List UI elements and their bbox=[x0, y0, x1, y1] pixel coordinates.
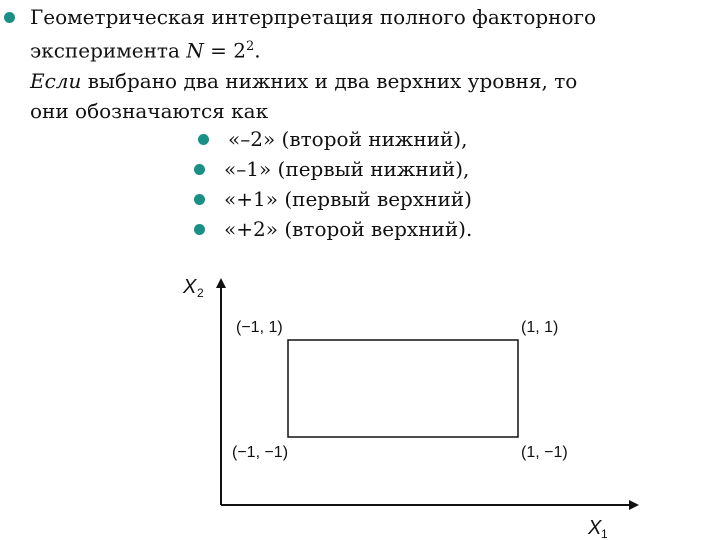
body-line-3-rest: выбрано два нижних и два верхних уровня, то bbox=[81, 68, 578, 93]
x-axis-label: X bbox=[588, 517, 602, 539]
formula-variable: N bbox=[186, 38, 204, 63]
level-label: «+1» (первый верхний) bbox=[224, 187, 472, 211]
corner-label-bottom-left: (−1, −1) bbox=[232, 444, 289, 461]
level-label: «+2» (второй верхний). bbox=[224, 217, 473, 241]
formula-equals: = 2 bbox=[203, 38, 246, 63]
x-axis-subscript: 1 bbox=[601, 527, 608, 540]
level-label: «–1» (первый нижний), bbox=[224, 157, 470, 181]
factor-space-rectangle bbox=[288, 340, 518, 437]
formula-exponent: 2 bbox=[245, 39, 255, 54]
heading-line-2-prefix: эксперимента bbox=[30, 38, 187, 63]
corner-label-top-left: (−1, 1) bbox=[236, 319, 283, 336]
formula-period: . bbox=[254, 38, 261, 63]
corner-label-bottom-right: (1, −1) bbox=[521, 444, 568, 461]
y-axis-label: X bbox=[183, 276, 197, 298]
y-axis-subscript: 2 bbox=[197, 286, 204, 300]
heading-line-1: Геометрическая интерпретация полного факторного bbox=[30, 5, 597, 29]
body-line-3-italic: Если bbox=[30, 68, 82, 93]
corner-label-top-right: (1, 1) bbox=[521, 319, 559, 336]
level-label: «–2» (второй нижний), bbox=[228, 127, 468, 151]
body-line-4: они обозначаются как bbox=[30, 98, 269, 123]
